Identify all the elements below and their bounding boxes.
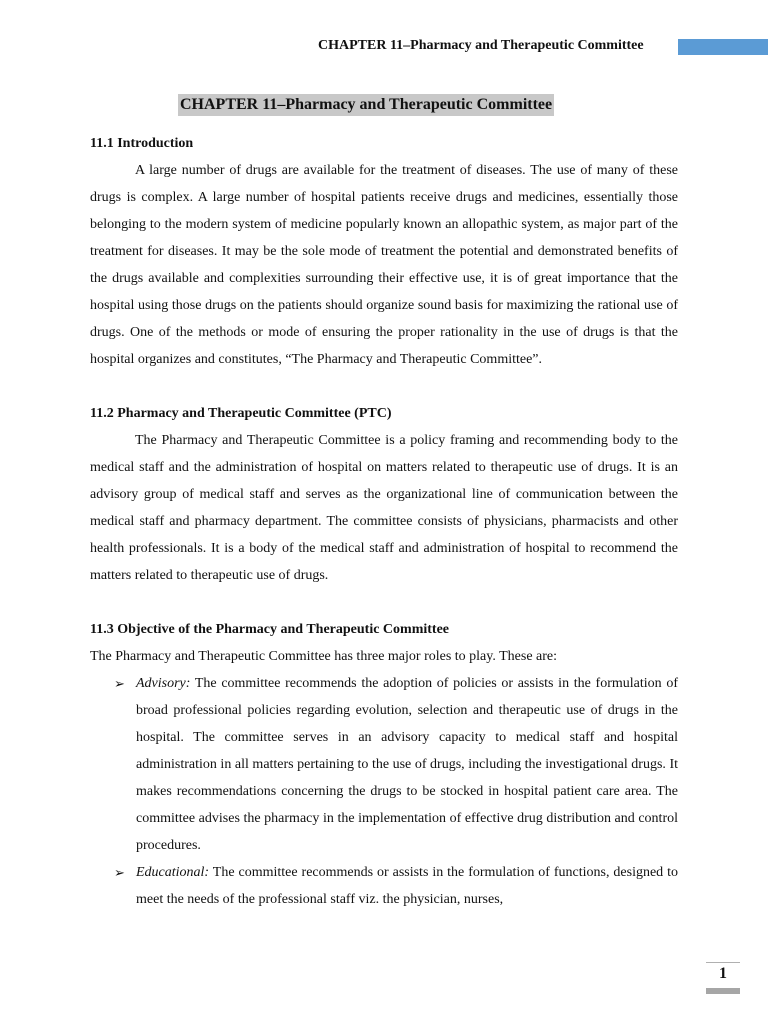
chapter-title: CHAPTER 11–Pharmacy and Therapeutic Committee [178,94,554,116]
page-number: 1 [719,965,727,982]
header-accent-bar [678,39,768,55]
bullet-text: The committee recommends or assists in the formulation of functions, designed to meet the needs of the professional staff viz. the physician, nurses, [136,865,678,907]
spacer [90,373,678,400]
section-heading-ptc: 11.2 Pharmacy and Therapeutic Committee (PTC) [90,406,392,421]
list-item-educational [90,859,678,913]
intro-paragraph: A large number of drugs are available for the treatment of diseases. The use of many of these drugs is complex. A large number of hospital patients receive drugs and medicines, essentially those belonging to the modern system of medicine popularly known an allopathic system, as major part of the treatment for diseases. It may be the sole mode of treatment the potential and demonstrated benefits of the drugs available and complexities surrounding their effective use, it is of great importance that the hospital using those drugs on the patients should organize sound basis for maximizing the rational use of drugs. One of the methods or mode of ensuring the proper rationality in the use of drugs is that the hospital organizes and constitutes, “The Pharmacy and Therapeutic Committee”. [90,163,678,367]
arrow-bullet-icon: ➢ [114,865,125,880]
ptc-paragraph: The Pharmacy and Therapeutic Committee is a policy framing and recommending body to the medical staff and the administration of hospital on matters related to therapeutic use of drugs. It is an advisory group of medical staff and serves as the organizational line of communication between the medical staff and pharmacy department. The committee consists of physicians, pharmacists and other health professionals. It is a body of the medical staff and administration of hospital to recommend the matters related to therapeutic use of drugs. [90,433,678,583]
objective-list [90,670,678,913]
document-body [90,130,678,913]
list-item-advisory [90,670,678,859]
bullet-term: Educational: [136,865,210,880]
section-heading-objective: 11.3 Objective of the Pharmacy and Therapeutic Committee [90,622,450,637]
objective-lead: The Pharmacy and Therapeutic Committee has three major roles to play. These are: [90,649,558,664]
section-heading-intro: 11.1 Introduction [90,136,194,151]
bullet-term: Advisory: [136,676,191,691]
bullet-text: The committee recommends the adoption of policies or assists in the formulation of broad professional policies regarding evolution, selection and therapeutic use of drugs in the hospital. The committee serves in an advisory capacity to medical staff and hospital administration in all matters pertaining to the use of drugs, including the investigational drugs. It makes recommendations concerning the drugs to be stocked in hospital patient care area. The committee advises the pharmacy in the implementation of effective drug distribution and control procedures. [136,676,678,853]
spacer [90,589,678,616]
page-number-rule [706,962,740,963]
footer-bar [706,988,740,994]
arrow-bullet-icon: ➢ [114,676,125,691]
running-header-title: CHAPTER 11–Pharmacy and Therapeutic Committee [318,38,644,53]
